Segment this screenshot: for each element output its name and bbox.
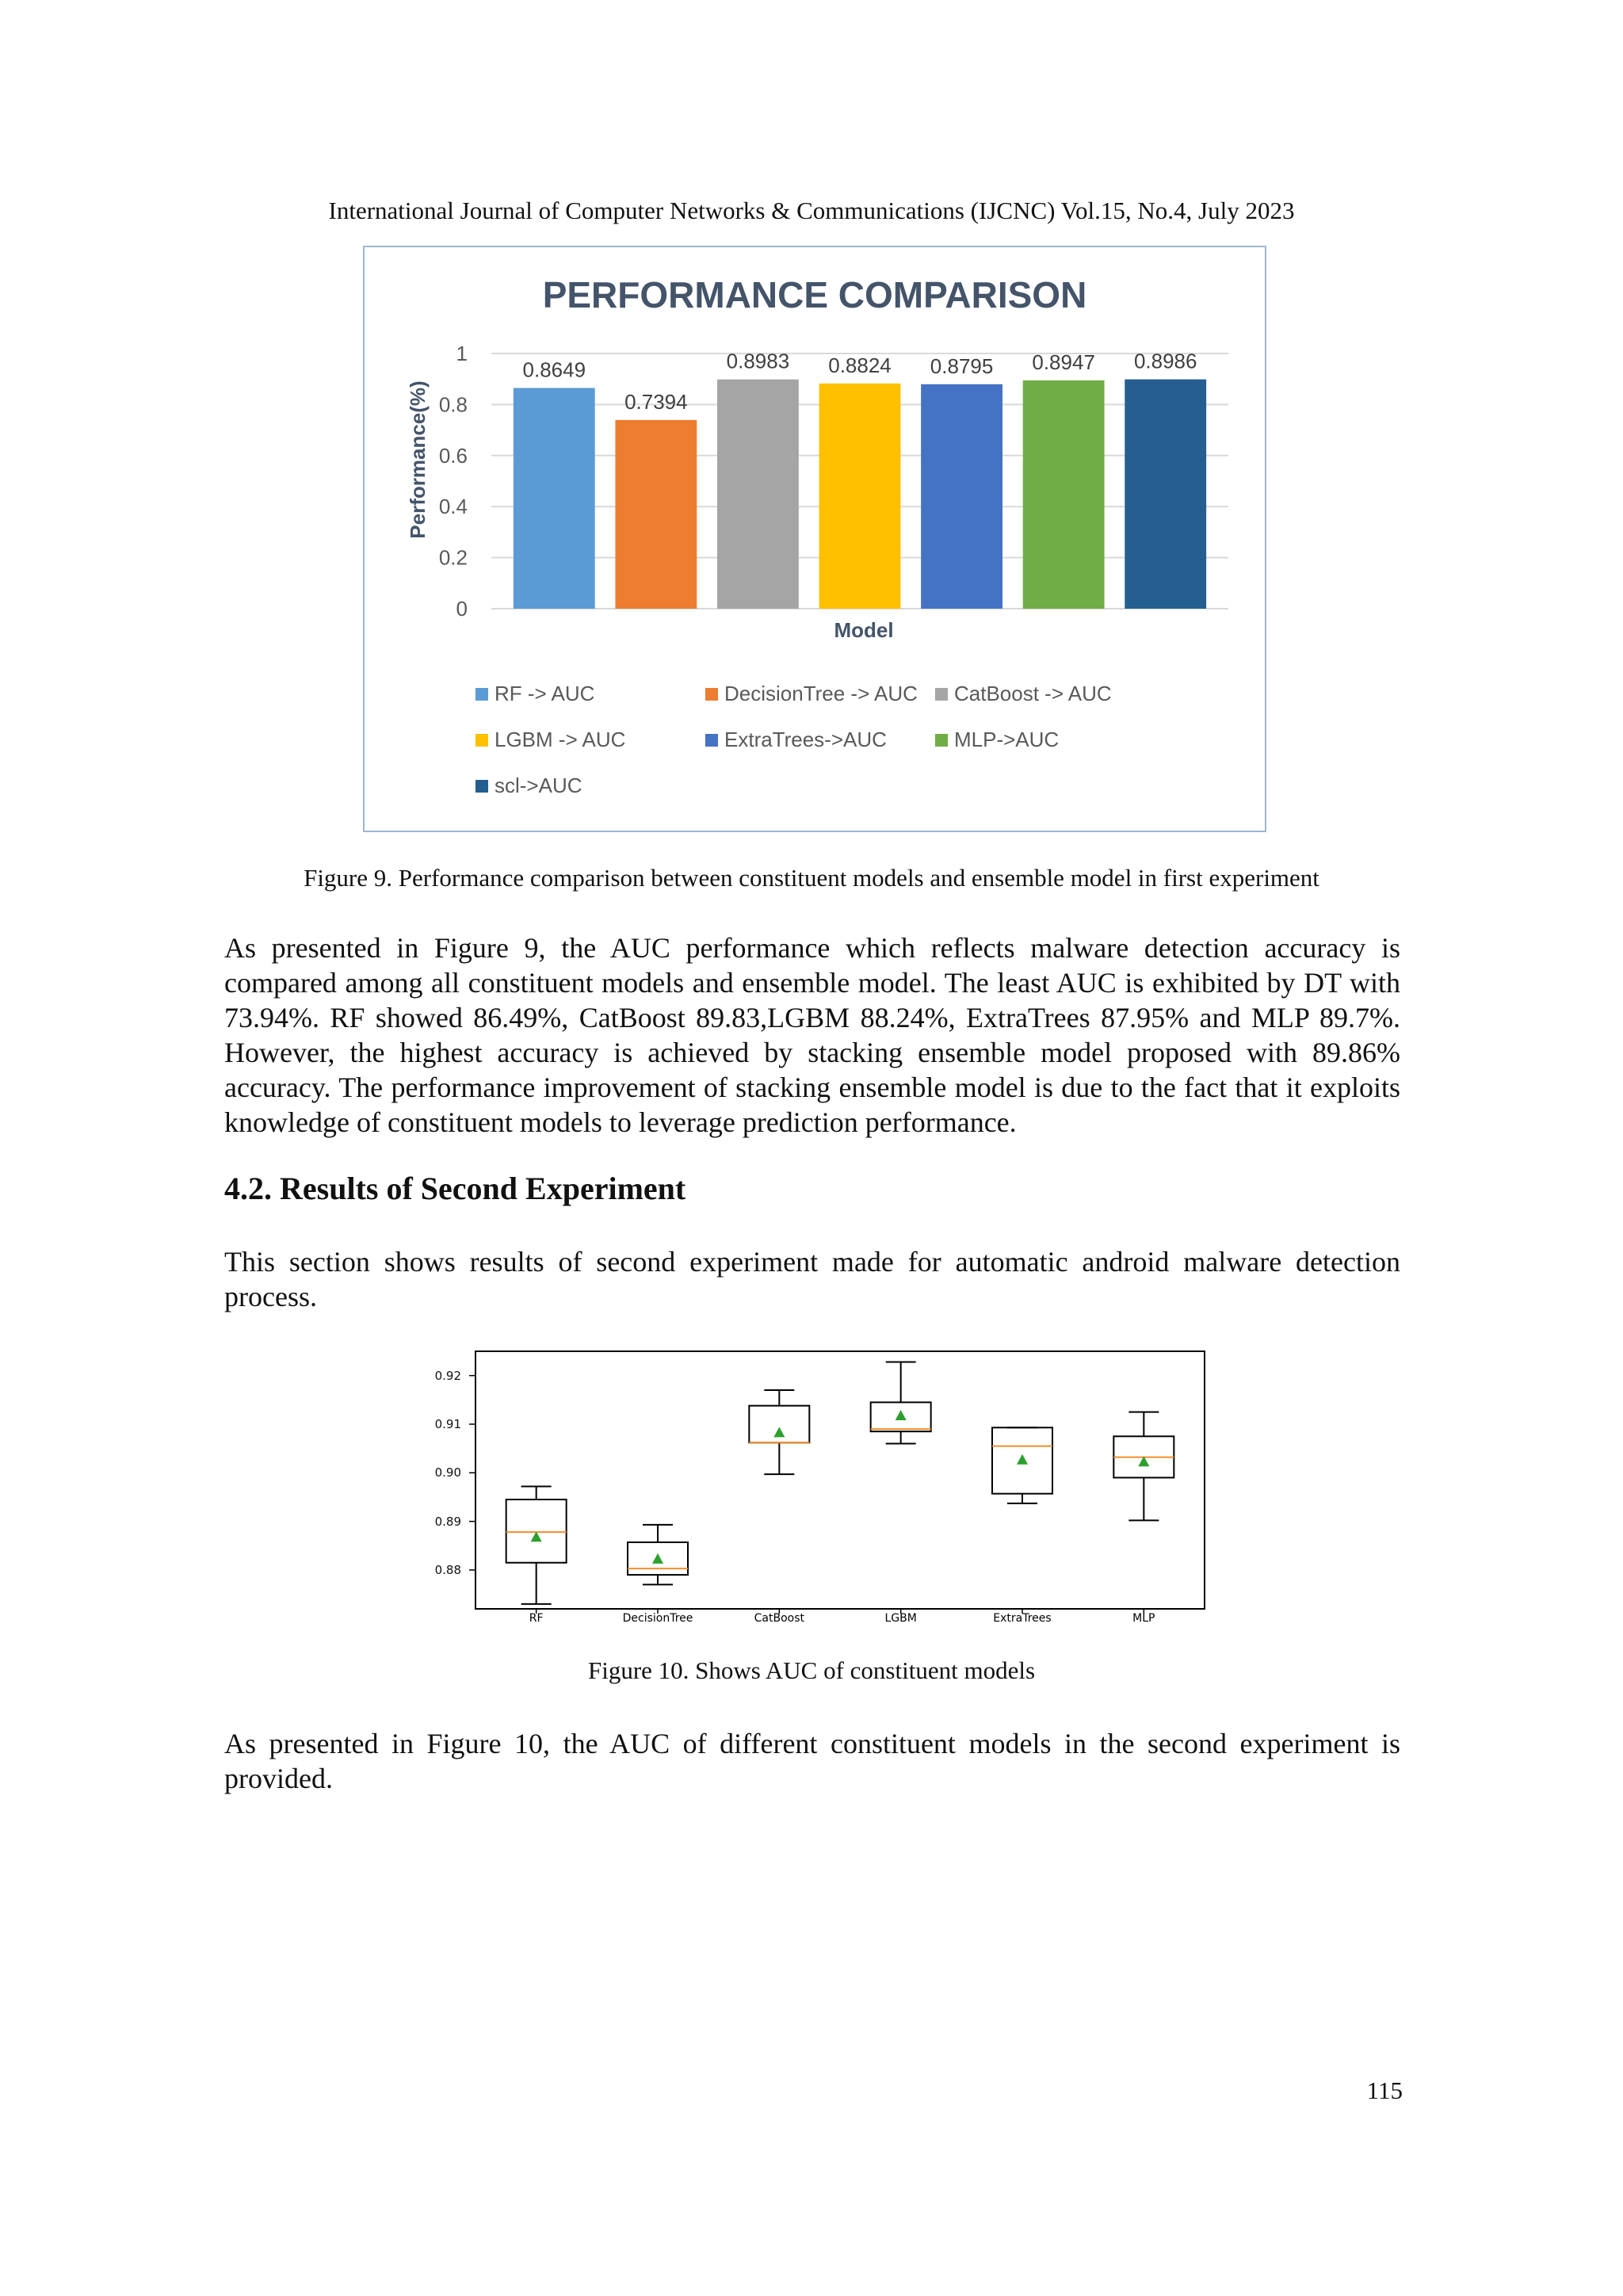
- mean-marker: [896, 1410, 907, 1420]
- iqr-box: [506, 1499, 567, 1563]
- box-rf: [506, 1486, 567, 1603]
- x-tick-label: MLP: [1132, 1612, 1155, 1622]
- x-tick-label: DecisionTree: [622, 1612, 693, 1622]
- box-catboost: [749, 1390, 809, 1474]
- bar-data-label: 0.8986: [1133, 349, 1197, 373]
- legend-swatch: [475, 688, 488, 701]
- legend-swatch: [935, 734, 948, 747]
- bar-data-label: 0.7394: [624, 389, 688, 414]
- y-tick-label: 0: [456, 597, 468, 621]
- legend-label: MLP->AUC: [954, 728, 1060, 751]
- y-tick-label: 0.8: [438, 392, 468, 417]
- bar-data-label: 0.8795: [930, 353, 994, 378]
- paragraph-figure-10-discussion: As presented in Figure 10, the AUC of different constituent models in the second experiment is provided.: [224, 1728, 1400, 1794]
- figure-10-caption: Figure 10. Shows AUC of constituent models: [587, 1656, 1036, 1684]
- bar: [1125, 380, 1206, 609]
- bar: [717, 380, 799, 609]
- bar: [514, 388, 595, 609]
- section-heading: 4.2. Results of Second Experiment: [224, 1171, 686, 1206]
- y-tick-label: 0.6: [438, 443, 468, 468]
- bar-data-label: 0.8947: [1032, 350, 1095, 374]
- y-tick-label: 0.4: [438, 495, 468, 519]
- bar: [615, 420, 697, 609]
- page-number: 115: [1366, 2076, 1403, 2104]
- legend-swatch: [705, 734, 718, 747]
- bar-data-label: 0.8649: [522, 357, 586, 382]
- mean-marker: [531, 1531, 542, 1541]
- x-tick-label: CatBoost: [754, 1612, 805, 1622]
- box-lgbm: [871, 1362, 931, 1443]
- box-plot-svg: [468, 1343, 1212, 1622]
- legend-label: scl->AUC: [495, 774, 582, 797]
- figure-9-caption: Figure 9. Performance comparison between constituent models and ensemble model in first experiment: [304, 864, 1319, 892]
- y-tick-label: 0.90: [434, 1465, 461, 1480]
- bar-data-label: 0.8824: [828, 353, 892, 377]
- bar-data-label: 0.8983: [726, 349, 790, 373]
- x-axis-label: Model: [834, 618, 894, 642]
- y-axis-label: Performance(%): [406, 380, 430, 539]
- bar-chart-svg: [365, 247, 1265, 831]
- mean-marker: [652, 1553, 663, 1564]
- chart-title: PERFORMANCE COMPARISON: [542, 274, 1087, 315]
- y-tick-label: 0.88: [434, 1562, 461, 1577]
- legend-swatch: [475, 734, 488, 747]
- legend-swatch: [935, 688, 948, 701]
- paragraph-section-intro: This section shows results of second experiment made for automatic android malware detection process.: [224, 1246, 1400, 1312]
- y-tick-label: 0.91: [434, 1416, 461, 1431]
- box-decisiontree: [628, 1525, 688, 1584]
- plot-frame: [475, 1351, 1205, 1609]
- y-tick-label: 0.89: [434, 1514, 461, 1529]
- legend-label: ExtraTrees->AUC: [724, 728, 887, 751]
- y-tick-label: 0.92: [434, 1368, 461, 1383]
- legend-swatch: [705, 688, 718, 701]
- box-mlp: [1113, 1412, 1174, 1521]
- bar: [1023, 380, 1105, 609]
- mean-marker: [1017, 1454, 1028, 1465]
- box-extratrees: [992, 1427, 1052, 1503]
- bar: [921, 384, 1002, 609]
- journal-header: International Journal of Computer Networks & Communications (IJCNC) Vol.15, No.4, July 2023: [328, 197, 1295, 224]
- bar: [819, 384, 901, 609]
- paragraph-figure-9-discussion: As presented in Figure 9, the AUC performance which reflects malware detection accuracy is compared among all constituent models and ensemble model. The least AUC is exhibited by DT with 73.94%. RF showed 86.49%, CatBoost 89.83,LGBM 88.24%, ExtraTrees 87.95% and MLP 89.7%. However, the highest accuracy is achieved by stacking ensemble model proposed with 89.86% accuracy. The performance improvement of stacking ensemble model is due to the fact that it exploits knowledge of constituent models to leverage prediction performance.: [224, 932, 1400, 1138]
- figure-10-box-plot: [434, 1343, 1212, 1622]
- x-tick-label: LGBM: [884, 1612, 917, 1622]
- legend-label: LGBM -> AUC: [495, 728, 626, 751]
- legend-label: DecisionTree -> AUC: [724, 682, 918, 705]
- figure-9-bar-chart: [363, 246, 1266, 832]
- y-tick-label: 0.2: [438, 545, 468, 570]
- legend-label: RF -> AUC: [495, 682, 595, 705]
- legend-label: CatBoost -> AUC: [954, 682, 1112, 705]
- legend-swatch: [475, 780, 488, 793]
- x-tick-label: ExtraTrees: [993, 1612, 1052, 1622]
- y-tick-label: 1: [456, 342, 468, 365]
- mean-marker: [773, 1427, 785, 1437]
- x-tick-label: RF: [529, 1612, 544, 1622]
